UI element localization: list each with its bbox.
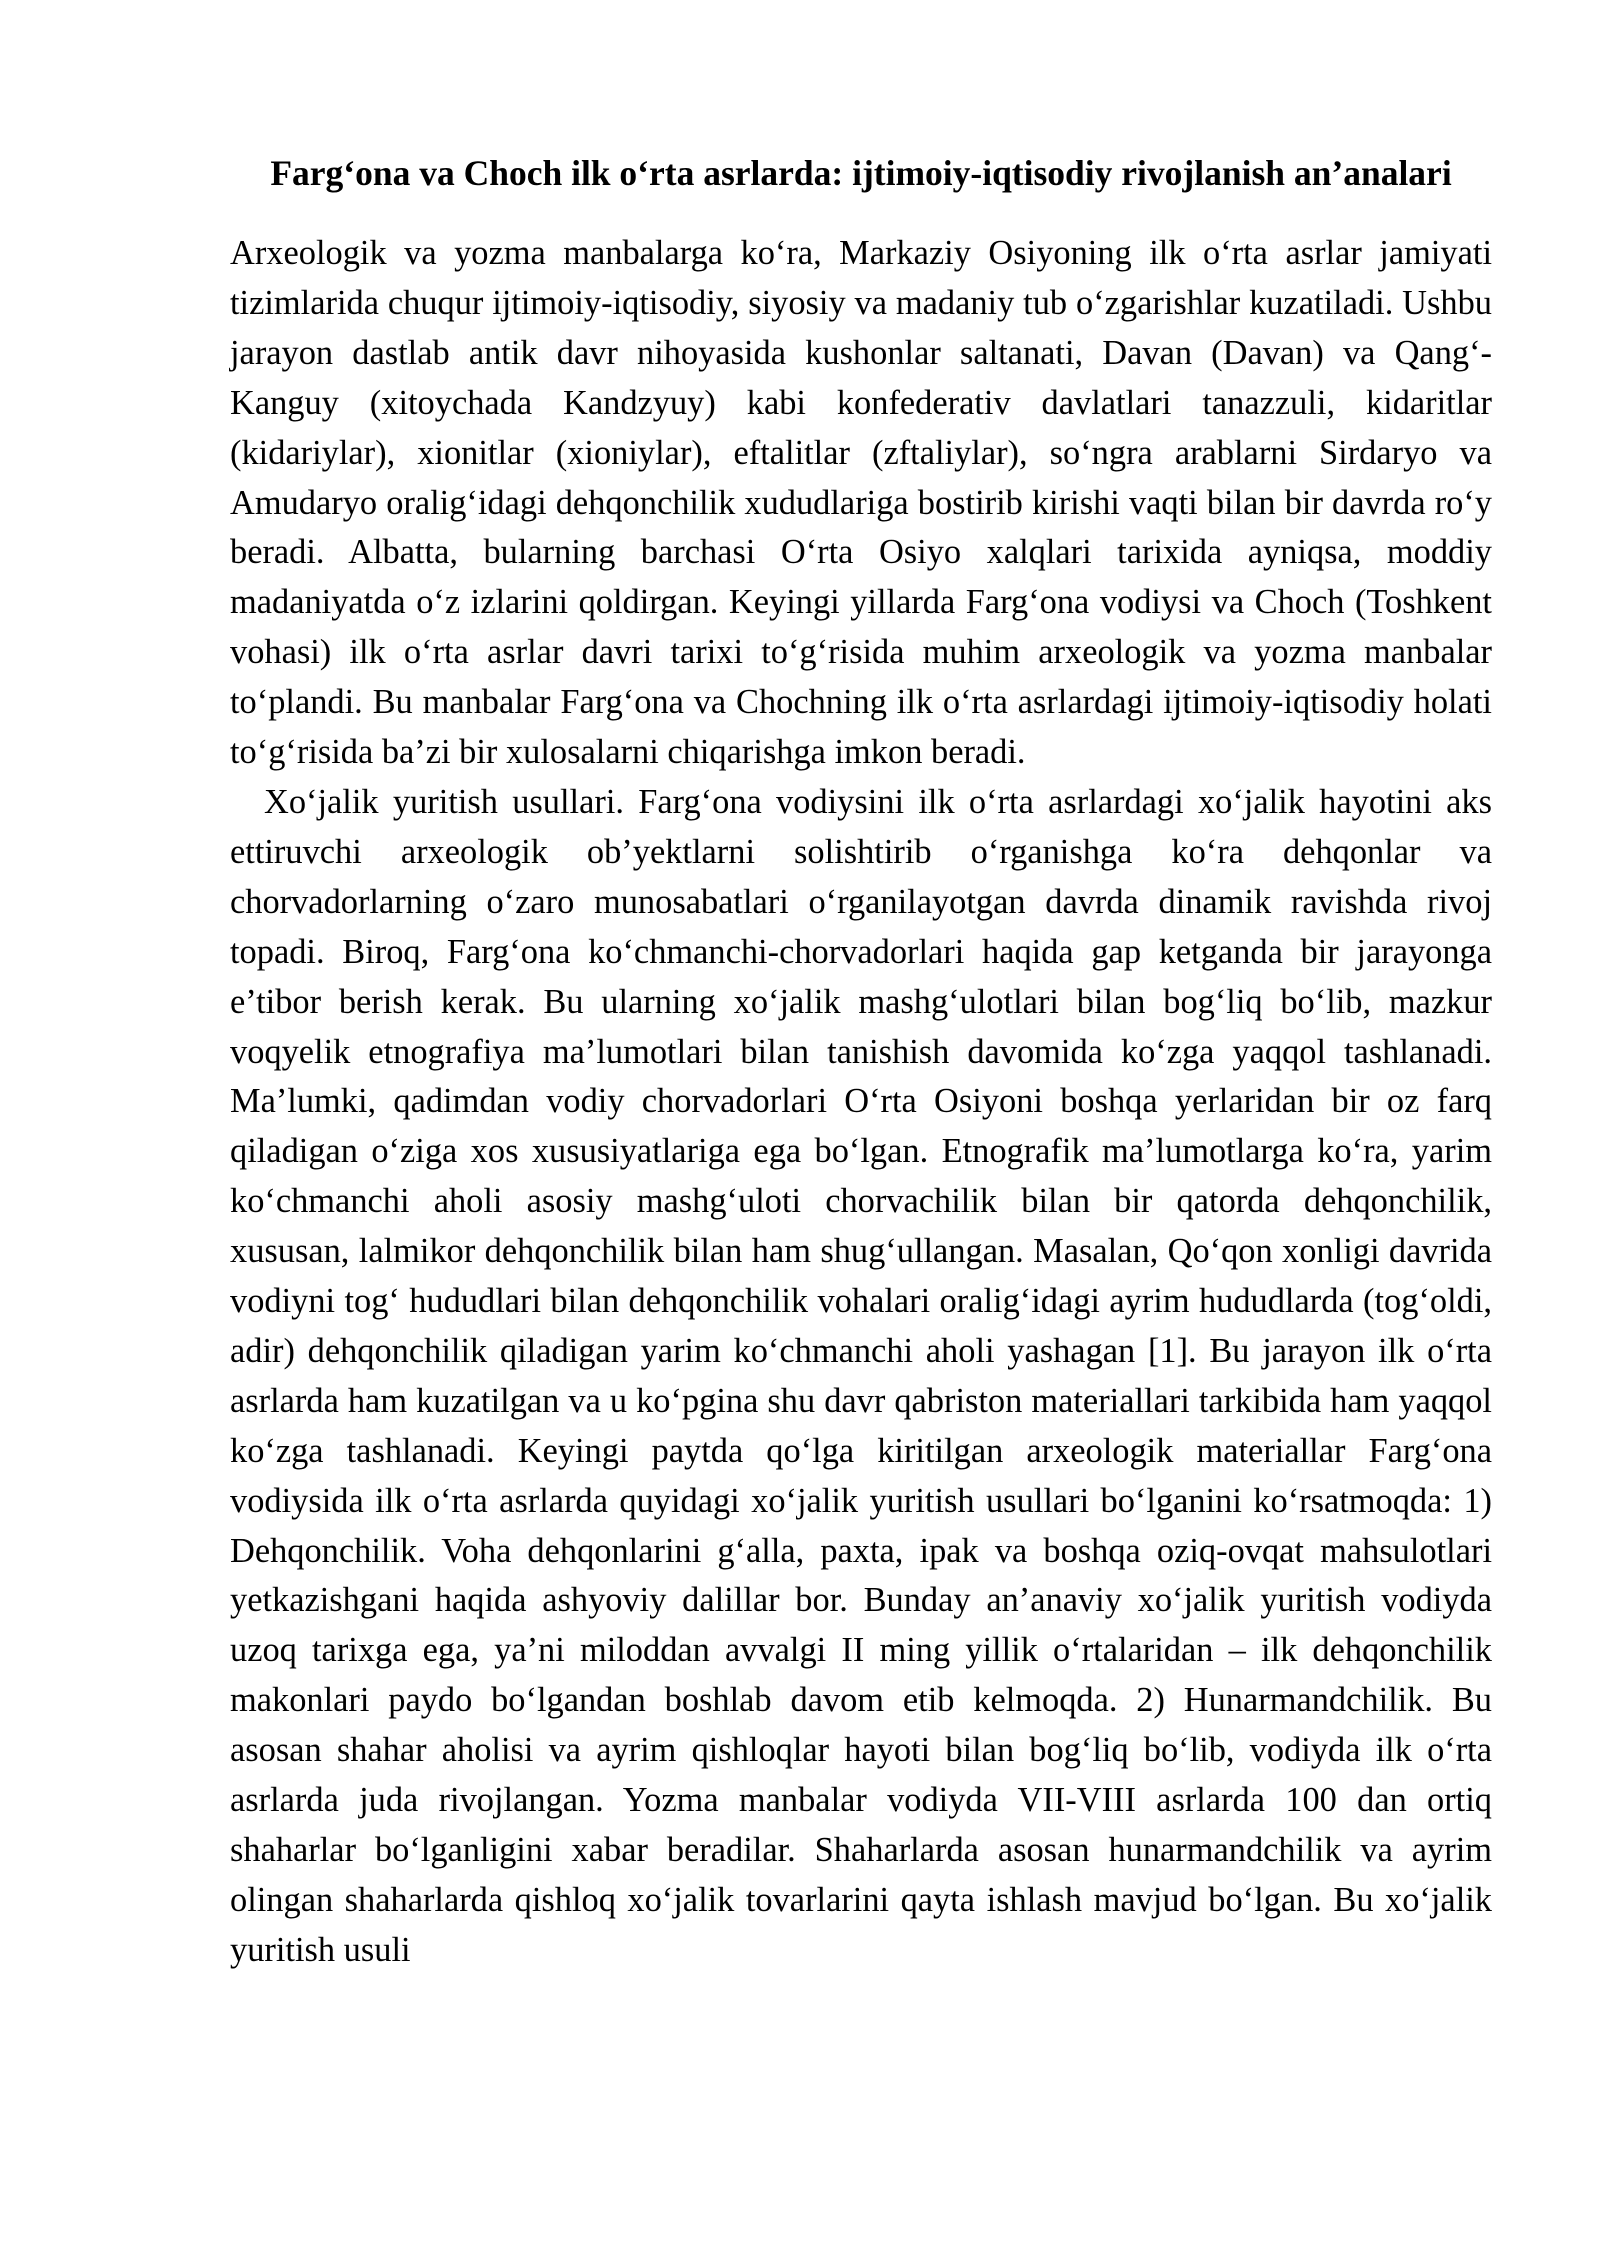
paragraph-economic-methods: Xo‘jalik yuritish usullari. Farg‘ona vodiysini ilk o‘rta asrlardagi xo‘jalik hayotini aks ettiruvchi arxeologik ob’yektlarni solishtirib o‘rganishga ko‘ra dehqonlar va chorvadorlarning o‘zaro munosabatlari o‘rganilayotgan davrda dinamik ravishda rivoj topadi. Biroq, Farg‘ona ko‘chmanchi-chorvadorlari haqida gap ketganda bir jarayonga e’tibor berish kerak. Bu ularning xo‘jalik mashg‘ulotlari bilan bog‘liq bo‘lib, mazkur voqyelik etnografiya ma’lumotlari bilan tanishish davomida ko‘zga yaqqol tashlanadi. Ma’lumki, qadimdan vodiy chorvadorlari O‘rta Osiyoni boshqa yerlaridan bir oz farq qiladigan o‘ziga xos xususiyatlariga ega bo‘lgan. Etnografik ma’lumotlarga ko‘ra, yarim ko‘chmanchi aholi asosiy mashg‘uloti chorvachilik bilan bir qatorda dehqonchilik, xususan, lalmikor dehqonchilik bilan ham shug‘ullangan. Masalan, Qo‘qon xonligi davrida vodiyni tog‘ hududlari bilan dehqonchilik vohalari oralig‘idagi ayrim hududlarda (tog‘oldi, adir) dehqonchilik qiladigan yarim ko‘chmanchi aholi yashagan [1]. Bu jarayon ilk o‘rta asrlarda ham kuzatilgan va u ko‘pgina shu davr qabriston materiallari tarkibida ham yaqqol ko‘zga tashlanadi. Keyingi paytda qo‘lga kiritilgan arxeologik materiallar Farg‘ona vodiysida ilk o‘rta asrlarda quyidagi xo‘jalik yuritish usullari bo‘lganini ko‘rsatmoqda: 1) Dehqonchilik. Voha dehqonlarini g‘alla, paxta, ipak va boshqa oziq-ovqat mahsulotlari yetkazishgani haqida ashyoviy dalillar bor. Bunday an’anaviy xo‘jalik yuritish vodiyda uzoq tarixga ega, ya’ni miloddan avvalgi II ming yillik o‘rtalaridan – ilk dehqonchilik makonlari paydo bo‘lgandan boshlab davom etib kelmoqda. 2) Hunarmandchilik. Bu asosan shahar aholisi va ayrim qishloqlar hayoti bilan bog‘liq bo‘lib, vodiyda ilk o‘rta asrlarda juda rivojlangan. Yozma manbalar vodiyda VII-VIII asrlarda 100 dan ortiq shaharlar bo‘lganligini xabar beradilar. Shaharlarda asosan hunarmandchilik va ayrim olingan shaharlarda qishloq xo‘jalik tovarlarini qayta ishlash mavjud bo‘lgan. Bu xo‘jalik yuritish usuli xyxy=(230,782,1492,1969)
document-page xyxy=(230,150,1492,1976)
paragraph-introduction: Arxeologik va yozma manbalarga ko‘ra, Markaziy Osiyoning ilk o‘rta asrlar jamiyati tizimlarida chuqur ijtimoiy-iqtisodiy, siyosiy va madaniy tub o‘zgarishlar kuzatiladi. Ushbu jarayon dastlab antik davr nihoyasida kushonlar saltanati, Davan (Davan) va Qang‘-Kanguy (xitoychada Kandzyuy) kabi konfederativ davlatlari tanazzuli, kidaritlar (kidariylar), xionitlar (xioniylar), eftalitlar (zftaliylar), so‘ngra arablarni Sirdaryo va Amudaryo oralig‘idagi dehqonchilik xududlariga bostirib kirishi vaqti bilan bir davrda ro‘y beradi. Albatta, bularning barchasi O‘rta Osiyo xalqlari tarixida ayniqsa, moddiy madaniyatda o‘z izlarini qoldirgan. Keyingi yillarda Farg‘ona vodiysi va Choch (Toshkent vohasi) ilk o‘rta asrlar davri tarixi to‘g‘risida muhim arxeologik va yozma manbalar to‘plandi. Bu manbalar Farg‘ona va Chochning ilk o‘rta asrlardagi ijtimoiy-iqtisodiy holati to‘g‘risida ba’zi bir xulosalarni chiqarishga imkon beradi. xyxy=(230,234,1492,772)
document-title: Farg‘ona va Choch ilk o‘rta asrlarda: ijtimoiy-iqtisodiy rivojlanish an’analari xyxy=(270,153,1452,193)
